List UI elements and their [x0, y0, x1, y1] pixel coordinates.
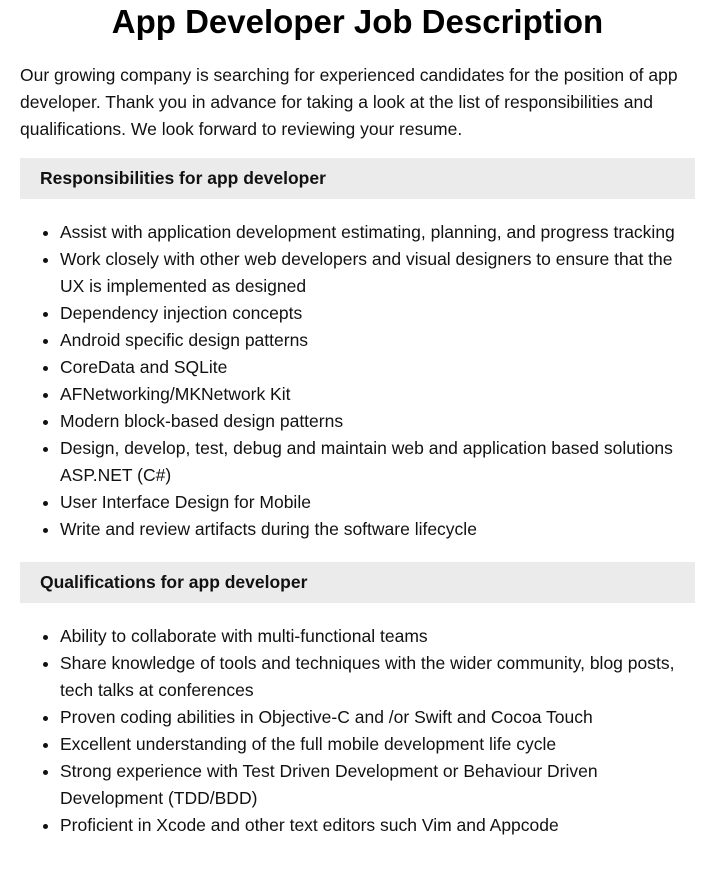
list-item: • Strong experience with Test Driven Development or Behaviour Driven Development (TDD/BDD): [60, 758, 695, 812]
responsibilities-heading: Responsibilities for app developer: [20, 158, 695, 199]
list-item: • AFNetworking/MKNetwork Kit: [60, 381, 695, 408]
list-item: • Proven coding abilities in Objective-C and /or Swift and Cocoa Touch: [60, 704, 695, 731]
list-item: • Android specific design patterns: [60, 327, 695, 354]
page-title: App Developer Job Description: [111, 3, 604, 40]
list-item: • Assist with application development estimating, planning, and progress tracking: [60, 219, 695, 246]
list-item: • Excellent understanding of the full mobile development life cycle: [60, 731, 695, 758]
list-item: • Share knowledge of tools and techniques with the wider community, blog posts, tech talks at conferences: [60, 650, 695, 704]
qualifications-heading: Qualifications for app developer: [20, 562, 695, 603]
list-item: • Work closely with other web developers and visual designers to ensure that the UX is implemented as designed: [60, 246, 695, 300]
list-item: • Modern block-based design patterns: [60, 408, 695, 435]
list-item: • Proficient in Xcode and other text editors such Vim and Appcode: [60, 812, 695, 839]
qualifications-list: [20, 623, 695, 839]
list-item: • Ability to collaborate with multi-functional teams: [60, 623, 695, 650]
intro-paragraph: Our growing company is searching for experienced candidates for the position of app developer. Thank you in advance for taking a look at the list of responsibilities and qualifications. We look forward to reviewing your resume.: [20, 65, 678, 139]
list-item: • User Interface Design for Mobile: [60, 489, 695, 516]
list-item: • CoreData and SQLite: [60, 354, 695, 381]
list-item: • Dependency injection concepts: [60, 300, 695, 327]
responsibilities-list: [20, 219, 695, 543]
list-item: • Write and review artifacts during the software lifecycle: [60, 516, 695, 543]
list-item: • Design, develop, test, debug and maintain web and application based solutions ASP.NET (C#): [60, 435, 695, 489]
